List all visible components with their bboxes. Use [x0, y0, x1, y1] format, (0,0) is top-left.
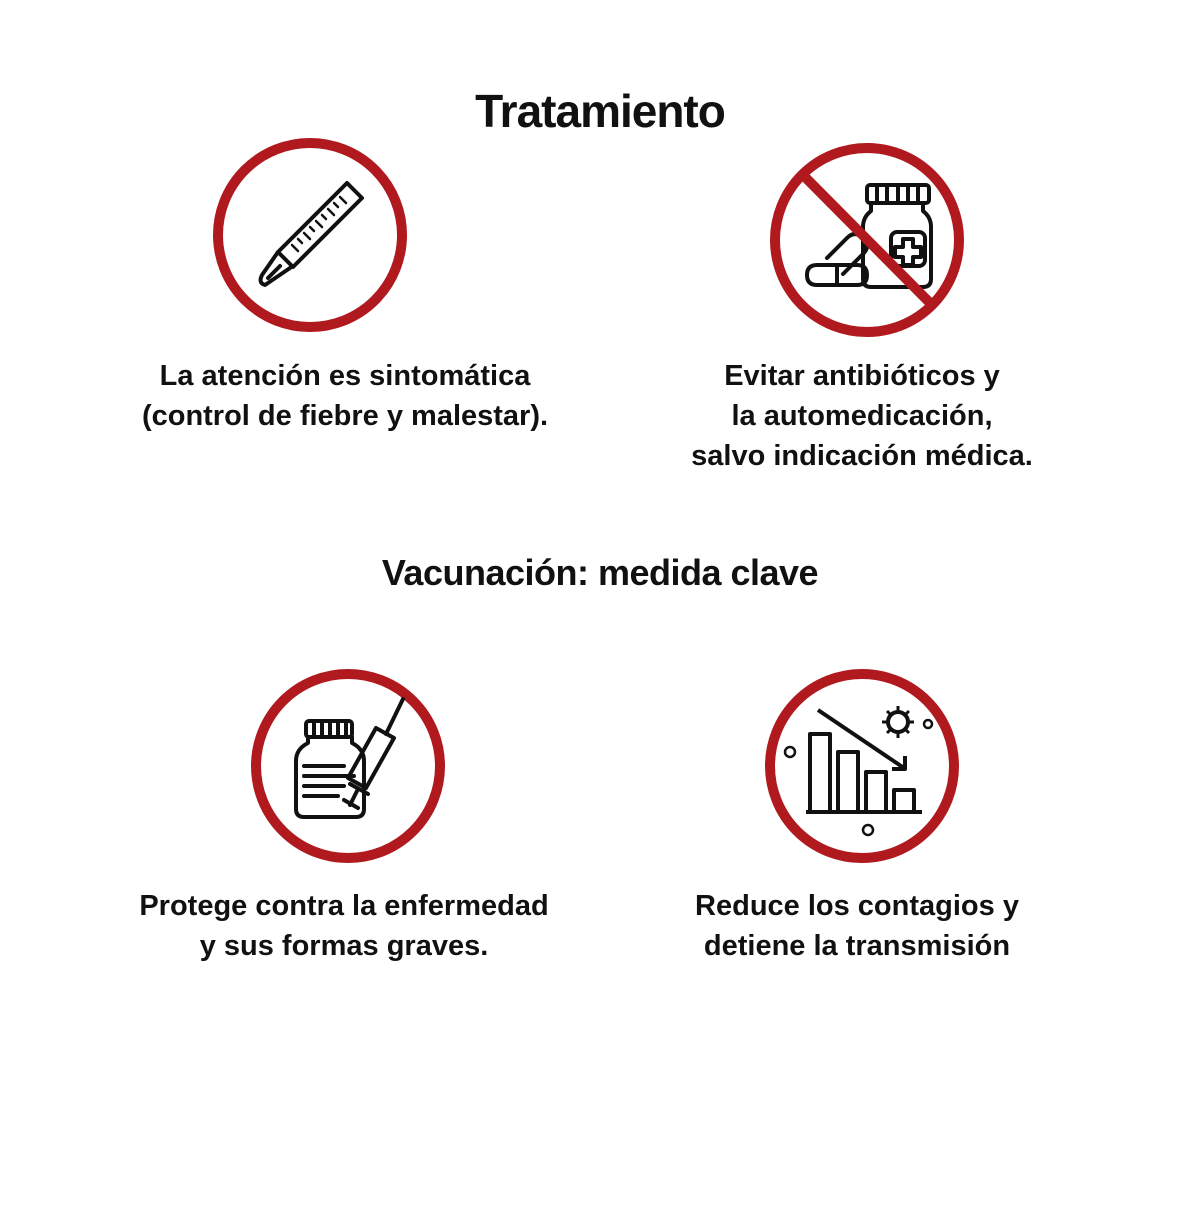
caption-symptomatic-care: [85, 356, 605, 436]
caption-reduces-contagion: [597, 886, 1117, 966]
section-title-vacunacion: Vacunación: medida clave: [381, 552, 819, 593]
caption-line: Evitar antibióticos y: [724, 360, 1000, 392]
caption-line: detiene la transmisión: [703, 930, 1011, 962]
section-title-tratamiento: Tratamiento: [475, 85, 725, 137]
no-medication-icon: [767, 140, 967, 340]
caption-line: La atención es sintomática: [159, 360, 531, 392]
thermometer-icon: [210, 135, 410, 335]
caption-line: (control de fiebre y malestar).: [141, 400, 549, 432]
caption-line: la automedicación,: [731, 400, 993, 432]
declining-chart-icon: [762, 666, 962, 866]
caption-line: salvo indicación médica.: [691, 440, 1033, 472]
caption-protects: [84, 886, 604, 966]
caption-line: Protege contra la enfermedad: [139, 890, 549, 922]
caption-line: y sus formas graves.: [199, 930, 489, 962]
caption-line: Reduce los contagios y: [695, 890, 1019, 922]
vaccine-icon: [248, 666, 448, 866]
caption-avoid-antibiotics: [602, 356, 1122, 476]
